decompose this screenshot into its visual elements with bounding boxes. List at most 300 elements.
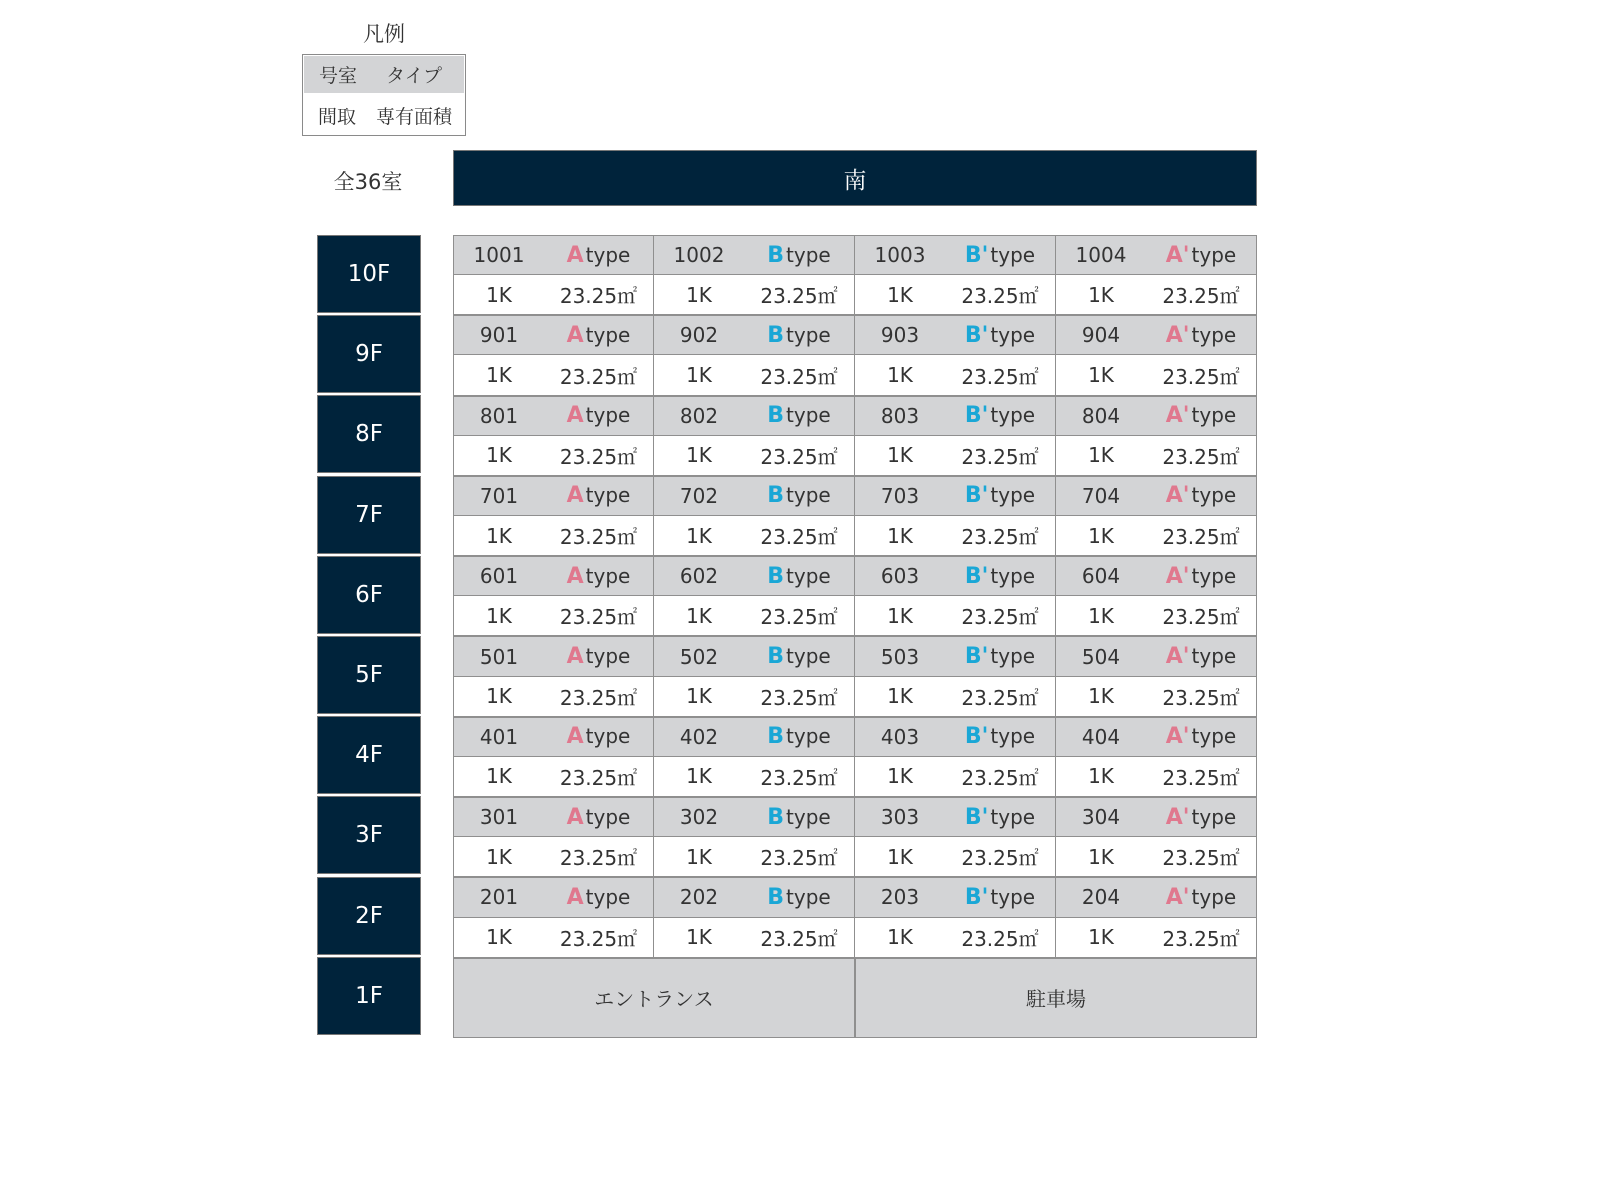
room-number: 202 [679,885,719,910]
room-header [855,877,1055,917]
room-area: 23.25㎡ [760,765,838,790]
room-type [945,805,1055,830]
room-details [1056,516,1256,556]
room-number: 304 [1081,805,1121,830]
room-header [654,315,854,355]
room-type [945,243,1055,268]
room-header [1056,235,1256,275]
type-letter: B [767,483,785,509]
room-layout: 1K [887,764,913,789]
room-type [1146,805,1256,830]
type-letter: B [767,724,785,750]
room-header [454,797,653,837]
type-word: type [585,242,631,267]
type-word: type [1191,322,1237,347]
type-word: type [990,483,1036,508]
room-number: 203 [880,885,920,910]
room-type [744,724,854,749]
legend-row-top [304,56,464,93]
type-letter: B' [964,322,989,348]
room-cell[interactable] [855,476,1056,556]
room-layout: 1K [1088,523,1114,548]
room-cell[interactable] [855,797,1056,877]
legend-title: 凡例 [363,22,405,46]
room-cell[interactable] [453,797,654,877]
ground-floor-row [453,958,1257,1038]
type-word: type [786,242,831,267]
legend [302,54,466,136]
type-word: type [585,483,631,508]
room-layout: 1K [887,603,913,628]
room-layout: 1K [486,844,512,869]
room-number: 903 [880,323,920,348]
type-letter: A' [1165,884,1190,910]
room-details [855,436,1055,476]
room-number: 802 [679,403,719,428]
room-cell[interactable] [1056,315,1257,395]
type-letter: A' [1165,724,1190,750]
room-cell[interactable] [654,315,855,395]
room-details [454,436,653,476]
type-letter: A' [1165,644,1190,670]
room-cell[interactable] [855,636,1056,716]
type-letter: B [767,242,785,268]
room-area: 23.25㎡ [961,846,1039,871]
room-cell[interactable] [1056,396,1257,476]
room-type [544,243,653,268]
room-header [454,235,653,275]
room-details [1056,355,1256,395]
room-details [1056,757,1256,797]
floor-row [453,636,1257,716]
room-cell[interactable] [453,396,654,476]
type-letter: B' [964,563,989,589]
room-type [744,243,854,268]
room-header [454,476,653,516]
type-word: type [990,403,1036,428]
room-cell[interactable] [654,877,855,957]
room-details [1056,596,1256,636]
room-cell[interactable] [654,636,855,716]
room-header [1056,877,1256,917]
type-word: type [786,563,831,588]
type-letter: A [566,724,584,750]
room-type [544,805,653,830]
type-word: type [786,724,831,749]
room-details [654,677,854,717]
room-number: 702 [679,483,719,508]
room-area: 23.25㎡ [961,926,1039,951]
type-word: type [786,483,831,508]
room-number: 904 [1081,323,1121,348]
room-type [945,483,1055,508]
room-type [744,644,854,669]
room-header [654,396,854,436]
room-type [744,403,854,428]
room-area: 23.25㎡ [559,444,638,469]
type-word: type [585,884,631,909]
room-layout: 1K [1088,925,1114,950]
room-cell[interactable] [654,717,855,797]
type-letter: A [566,644,584,670]
type-word: type [990,242,1036,267]
room-cell[interactable] [453,315,654,395]
room-details [855,677,1055,717]
room-cell[interactable] [855,877,1056,957]
type-letter: B [767,884,785,910]
room-layout: 1K [887,523,913,548]
room-type [1146,644,1256,669]
room-area: 23.25㎡ [961,685,1039,710]
room-area: 23.25㎡ [1162,284,1240,309]
room-details [855,757,1055,797]
room-layout: 1K [686,684,712,709]
type-word: type [990,724,1036,749]
type-letter: B [767,804,785,830]
room-type [1146,564,1256,589]
room-details [454,516,653,556]
room-details [855,918,1055,958]
type-word: type [1191,403,1237,428]
room-cell[interactable] [453,877,654,957]
room-header [454,396,653,436]
room-header [855,556,1055,596]
floor-row [453,235,1257,315]
room-layout: 1K [887,363,913,387]
type-letter: A [566,884,584,910]
type-word: type [1191,724,1237,749]
parking-cell: 駐車場 [855,958,1257,1038]
room-number: 403 [880,724,920,749]
type-word: type [1191,804,1237,829]
room-area: 23.25㎡ [1162,765,1240,790]
room-type [945,885,1055,910]
room-cell[interactable] [855,556,1056,636]
room-cell[interactable] [654,476,855,556]
room-area: 23.25㎡ [961,364,1039,389]
type-word: type [990,563,1036,588]
type-letter: B' [964,242,989,268]
floor-label: 5F [317,636,421,714]
room-type [544,724,653,749]
room-header [454,315,653,355]
room-details [855,516,1055,556]
room-details [1056,275,1256,315]
room-grid [453,235,1257,1038]
room-area: 23.25㎡ [760,846,838,871]
room-number: 302 [679,805,719,830]
room-layout: 1K [1088,282,1114,307]
room-area: 23.25㎡ [1162,364,1240,389]
floor-column [317,235,421,1037]
type-word: type [1191,644,1237,669]
type-letter: A' [1165,804,1190,830]
room-details [654,596,854,636]
room-details [654,837,854,877]
room-area: 23.25㎡ [1162,444,1240,469]
room-layout: 1K [486,603,512,628]
type-word: type [990,644,1036,669]
type-letter: A' [1165,483,1190,509]
room-details [454,837,653,877]
room-number: 901 [479,323,519,348]
room-header [1056,396,1256,436]
type-word: type [585,644,631,669]
room-header [855,717,1055,757]
room-cell[interactable] [453,476,654,556]
room-cell[interactable] [1056,717,1257,797]
total-rooms: 全36室 [333,170,403,194]
room-layout: 1K [686,925,712,950]
room-type [544,885,653,910]
room-type [945,724,1055,749]
type-letter: B' [964,403,989,429]
room-number: 1003 [874,243,926,268]
floor-label: 7F [317,476,421,554]
room-type [544,403,653,428]
room-header [454,636,653,676]
type-letter: A [566,242,584,268]
room-cell[interactable] [1056,797,1257,877]
room-layout: 1K [1088,363,1114,387]
room-cell[interactable] [654,396,855,476]
room-type [945,644,1055,669]
floor-row [453,396,1257,476]
room-type [544,483,653,508]
room-layout: 1K [1088,603,1114,628]
room-type [744,885,854,910]
room-layout: 1K [486,523,512,548]
room-details [454,918,653,958]
room-header [1056,476,1256,516]
type-letter: A [566,563,584,589]
room-area: 23.25㎡ [760,926,838,951]
type-word: type [786,644,831,669]
room-type [1146,323,1256,348]
type-word: type [1191,483,1237,508]
floor-row [453,476,1257,556]
room-cell[interactable] [453,636,654,716]
room-header [1056,556,1256,596]
room-details [1056,677,1256,717]
room-type [544,644,653,669]
type-letter: B [767,563,785,589]
room-number: 704 [1081,483,1121,508]
room-type [945,403,1055,428]
type-letter: B' [964,483,989,509]
room-header [855,396,1055,436]
room-details [1056,837,1256,877]
room-details [454,757,653,797]
room-cell[interactable] [855,235,1056,315]
room-cell[interactable] [654,797,855,877]
room-details [654,918,854,958]
room-number: 402 [679,724,719,749]
room-area: 23.25㎡ [559,364,638,389]
room-details [855,837,1055,877]
room-cell[interactable] [654,556,855,636]
direction-banner: 南 [453,150,1257,206]
floor-label: 1F [317,957,421,1035]
room-details [855,596,1055,636]
room-header [855,315,1055,355]
room-cell[interactable] [453,235,654,315]
room-header [654,235,854,275]
room-cell[interactable] [855,717,1056,797]
room-layout: 1K [887,925,913,950]
room-number: 602 [679,564,719,589]
room-type [1146,403,1256,428]
room-area: 23.25㎡ [559,926,638,951]
room-number: 204 [1081,885,1121,910]
room-area: 23.25㎡ [559,765,638,790]
room-details [654,355,854,395]
room-number: 603 [880,564,920,589]
floor-label: 9F [317,315,421,393]
room-details [454,677,653,717]
room-header [654,797,854,837]
type-letter: A' [1165,563,1190,589]
room-header [1056,315,1256,355]
room-area: 23.25㎡ [961,765,1039,790]
room-header [855,797,1055,837]
type-word: type [585,804,631,829]
legend-row-bottom [303,96,465,134]
room-area: 23.25㎡ [559,284,638,309]
room-layout: 1K [887,844,913,869]
floor-label: 2F [317,877,421,955]
room-type [945,323,1055,348]
room-cell[interactable] [453,717,654,797]
floor-label: 3F [317,796,421,874]
room-header [855,636,1055,676]
room-layout: 1K [686,282,712,307]
room-cell[interactable] [1056,235,1257,315]
type-letter: B' [964,644,989,670]
floor-row [453,717,1257,797]
room-layout: 1K [686,603,712,628]
room-number: 804 [1081,403,1121,428]
room-area: 23.25㎡ [1162,926,1240,951]
room-layout: 1K [887,443,913,468]
room-details [855,275,1055,315]
room-area: 23.25㎡ [760,284,838,309]
room-area: 23.25㎡ [760,525,838,550]
room-type [1146,243,1256,268]
room-number: 501 [479,644,519,669]
room-number: 303 [880,805,920,830]
type-letter: B' [964,724,989,750]
type-letter: B [767,403,785,429]
room-details [855,355,1055,395]
type-word: type [786,403,831,428]
room-header [654,877,854,917]
room-header [654,556,854,596]
type-word: type [585,563,631,588]
room-header [855,476,1055,516]
type-letter: A [566,804,584,830]
room-details [454,596,653,636]
room-cell[interactable] [1056,636,1257,716]
room-type [744,805,854,830]
room-layout: 1K [486,443,512,468]
room-cell[interactable] [1056,556,1257,636]
room-type [544,564,653,589]
legend-room-label: 号室 [318,65,357,87]
room-number: 703 [880,483,920,508]
room-details [654,275,854,315]
room-area: 23.25㎡ [760,364,838,389]
type-word: type [786,804,831,829]
floor-label: 10F [317,235,421,313]
floor-label: 8F [317,395,421,473]
type-letter: B' [964,884,989,910]
type-letter: A [566,322,584,348]
type-letter: A' [1165,242,1190,268]
room-cell[interactable] [453,556,654,636]
legend-area-label: 専有面積 [375,105,452,128]
room-area: 23.25㎡ [1162,605,1240,630]
type-letter: B [767,322,785,348]
room-area: 23.25㎡ [760,605,838,630]
room-details [454,355,653,395]
room-cell[interactable] [654,235,855,315]
room-number: 604 [1081,564,1121,589]
room-number: 404 [1081,724,1121,749]
type-letter: A [566,403,584,429]
room-layout: 1K [486,282,512,307]
room-number: 1002 [673,243,725,268]
type-word: type [585,724,631,749]
room-type [744,483,854,508]
room-number: 503 [880,644,920,669]
floor-row [453,315,1257,395]
room-layout: 1K [887,684,913,709]
room-layout: 1K [686,764,712,789]
room-layout: 1K [486,363,512,387]
room-layout: 1K [686,844,712,869]
room-cell[interactable] [1056,476,1257,556]
type-letter: B [767,644,785,670]
room-number: 1001 [473,243,525,268]
room-cell[interactable] [1056,877,1257,957]
room-header [454,877,653,917]
room-cell[interactable] [855,315,1056,395]
room-header [654,717,854,757]
room-area: 23.25㎡ [760,444,838,469]
type-word: type [990,322,1036,347]
room-area: 23.25㎡ [1162,685,1240,710]
legend-layout-label: 間取 [317,105,356,128]
room-number: 902 [679,323,719,348]
type-word: type [786,884,831,909]
room-cell[interactable] [855,396,1056,476]
room-header [1056,717,1256,757]
room-area: 23.25㎡ [961,444,1039,469]
room-type [744,564,854,589]
room-area: 23.25㎡ [961,605,1039,630]
room-area: 23.25㎡ [559,846,638,871]
room-area: 23.25㎡ [559,685,638,710]
type-letter: A [566,483,584,509]
room-type [544,323,653,348]
room-area: 23.25㎡ [760,685,838,710]
room-layout: 1K [1088,443,1114,468]
room-type [1146,483,1256,508]
type-word: type [1191,884,1237,909]
room-number: 301 [479,805,519,830]
room-details [454,275,653,315]
